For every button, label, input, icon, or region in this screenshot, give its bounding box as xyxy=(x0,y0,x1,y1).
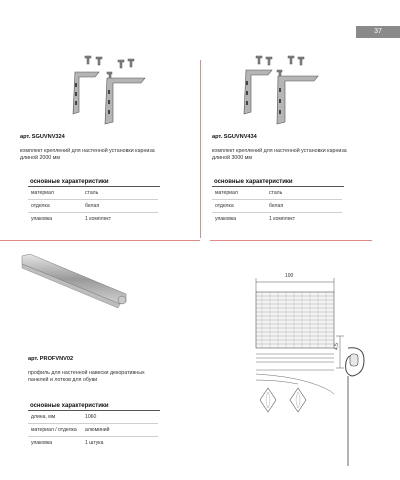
product-description-1: комплект креплений для настенной установки карниза длиной 2000 мм xyxy=(20,148,155,161)
spec-row xyxy=(28,437,158,449)
dimension-width-label: 100 xyxy=(285,273,294,279)
spec-row xyxy=(212,200,342,213)
spec-value: белая xyxy=(85,203,100,209)
divider-top-left xyxy=(0,240,200,241)
spec-row xyxy=(28,200,158,213)
dimension-height-label: 4,5 xyxy=(334,343,340,350)
aluminium-profile-image xyxy=(22,250,132,310)
product-article-2: арт. SGUVNV434 xyxy=(212,134,257,140)
spec-row xyxy=(212,213,342,225)
spec-label: упаковка xyxy=(31,440,53,446)
spec-value: алюминий xyxy=(85,427,110,433)
profile-drawing xyxy=(248,270,388,470)
product-article-1: арт. SGUVNV324 xyxy=(20,134,65,140)
divider-vertical xyxy=(200,60,201,238)
spec-value: 1 штука xyxy=(85,440,104,446)
specs-table-1 xyxy=(28,178,158,225)
spec-label: упаковка xyxy=(31,216,53,222)
specs-title-3: основные характеристики xyxy=(28,402,160,411)
specs-table-2 xyxy=(212,178,342,225)
spec-label: отделка xyxy=(215,203,234,209)
specs-title-1: основные характеристики xyxy=(28,178,160,187)
spec-row xyxy=(28,424,158,437)
product-description-3: профиль для настенной навески декоративных панелей и лотков для обуви xyxy=(28,370,145,383)
spec-value: 1060 xyxy=(85,414,97,420)
spec-label: материал xyxy=(215,190,238,196)
bracket-set-image-1 xyxy=(55,50,175,130)
spec-label: длина, мм xyxy=(31,414,56,420)
spec-row xyxy=(28,187,158,200)
spec-label: материал / отделка xyxy=(31,427,77,433)
product-article-3: арт. PROFVNV02 xyxy=(28,356,74,362)
specs-title-2: основные характеристики xyxy=(212,178,344,187)
spec-value: сталь xyxy=(269,190,283,196)
spec-row xyxy=(212,187,342,200)
divider-top-right xyxy=(210,240,372,241)
spec-row xyxy=(28,213,158,225)
bracket-set-image-2 xyxy=(228,48,348,128)
spec-value: сталь xyxy=(85,190,99,196)
page-number: 37 xyxy=(356,26,400,38)
spec-value: белая xyxy=(269,203,284,209)
spec-value: 1 комплект xyxy=(85,216,112,222)
spec-label: отделка xyxy=(31,203,50,209)
spec-label: материал xyxy=(31,190,54,196)
spec-label: упаковка xyxy=(215,216,237,222)
spec-row xyxy=(28,411,158,424)
spec-value: 1 комплект xyxy=(269,216,296,222)
product-description-2: комплект креплений для настенной установки карниза длиной 3000 мм xyxy=(212,148,347,161)
specs-table-3 xyxy=(28,402,158,449)
